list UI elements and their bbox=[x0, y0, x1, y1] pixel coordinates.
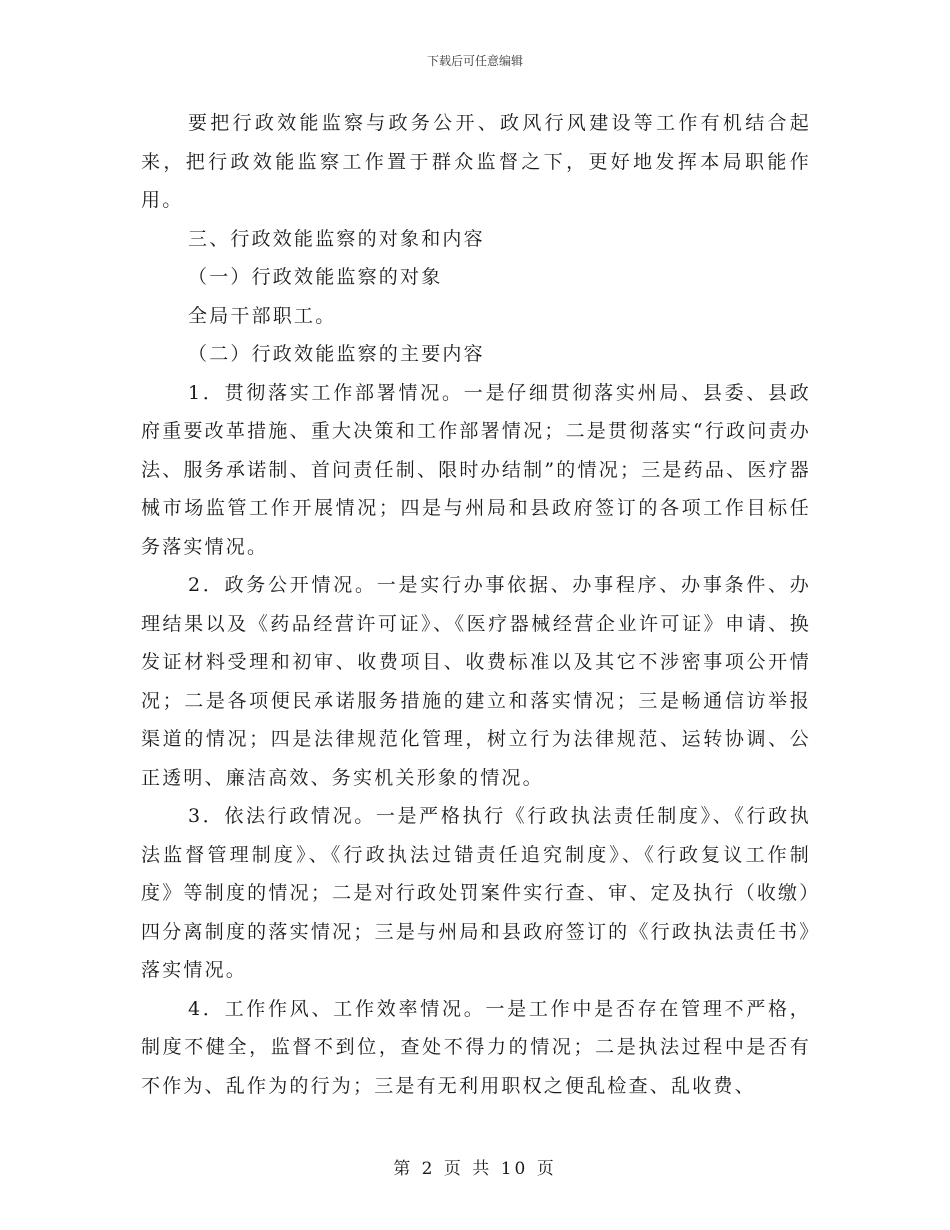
subsection-heading-2: （二）行政效能监察的主要内容 bbox=[188, 343, 485, 365]
page-header: 下载后可任意编辑 bbox=[426, 54, 523, 68]
page-footer: 第 2 页 共 10 页 bbox=[393, 1159, 557, 1179]
paragraph-item-2: 2．政务公开情况。一是实行办事依据、办事程序、办事条件、办理结果以及《药品经营许可证》、《医疗器械经营企业许可证》申请、换发证材料受理和初审、收费项目、收费标准以及其它不涉密事项公开情况；二是各项便民承诺服务措施的建立和落实情况；三是畅通信访举报渠道的情况；四是法律规范化管理，树立行为法律规范、运转协调、公正透明、廉洁高效、务实机关形象的情况。 bbox=[141, 574, 811, 789]
subsection-heading-1: （一）行政效能监察的对象 bbox=[188, 266, 443, 288]
paragraph-item-4: 4．工作作风、工作效率情况。一是工作中是否存在管理不严格，制度不健全，监督不到位，查处不得力的情况；二是执法过程中是否有不作为、乱作为的行为；三是有无利用职权之便乱检查、乱收费、 bbox=[141, 997, 811, 1097]
paragraph-item-1: 1．贯彻落实工作部署情况。一是仔细贯彻落实州局、县委、县政府重要改革措施、重大决策和工作部署情况；二是贯彻落实“行政问责办法、服务承诺制、首问责任制、限时办结制”的情况；三是药品、医疗器械市场监管工作开展情况；四是与州局和县政府签订的各项工作目标任务落实情况。 bbox=[141, 381, 811, 558]
paragraph-targets: 全局干部职工。 bbox=[188, 304, 337, 327]
paragraph-item-3: 3．依法行政情况。一是严格执行《行政执法责任制度》、《行政执法监督管理制度》、《行政执法过错责任追究制度》、《行政复议工作制度》等制度的情况；二是对行政处罚案件实行查、审、定及执行（收缴）四分离制度的落实情况；三是与州局和县政府签订的《行政执法责任书》落实情况。 bbox=[141, 805, 811, 981]
document-body bbox=[141, 104, 811, 1105]
paragraph-intro-continuation: 要把行政效能监察与政务公开、政风行风建设等工作有机结合起来，把行政效能监察工作置于群众监督之下，更好地发挥本局职能作用。 bbox=[141, 112, 811, 211]
section-heading-3: 三、行政效能监察的对象和内容 bbox=[188, 227, 485, 250]
